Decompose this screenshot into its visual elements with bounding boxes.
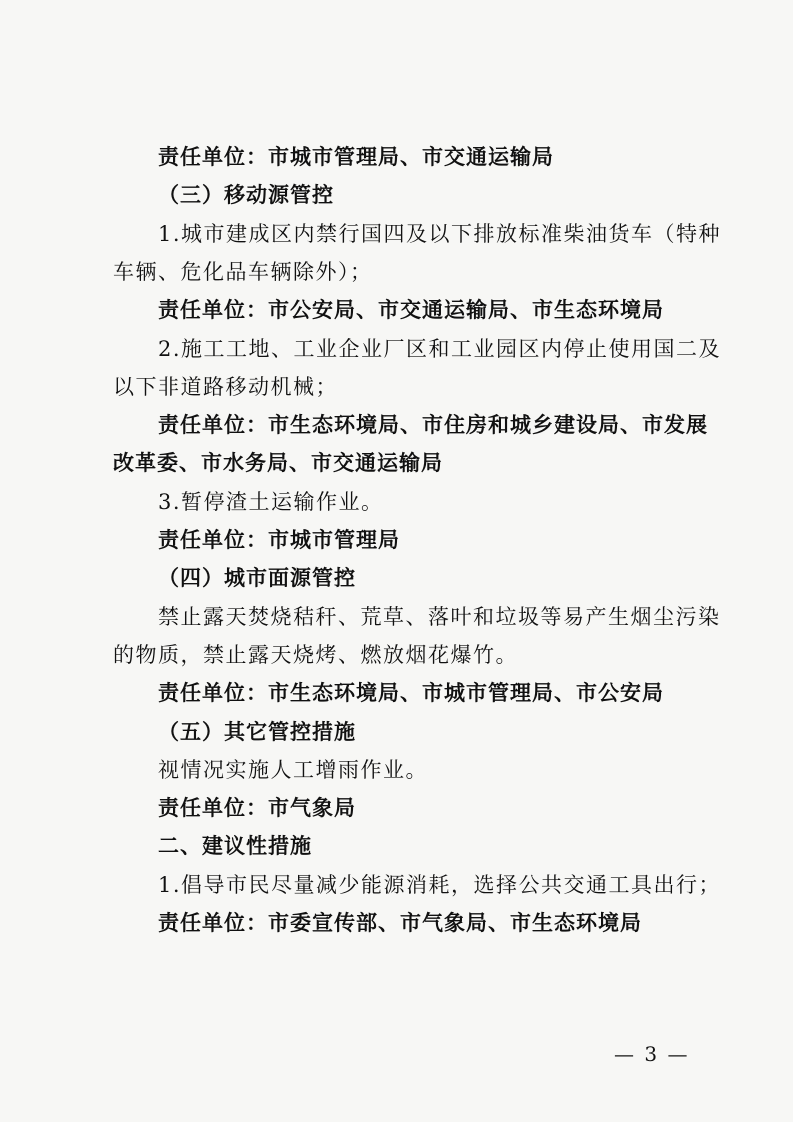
paragraph-line: 3.暂停渣土运输作业。 <box>158 490 384 514</box>
paragraph-line: 2.施工工地、工业企业厂区和工业园区内停止使用国二及 <box>158 337 722 361</box>
paragraph-line: 车辆、危化品车辆除外）； <box>113 260 373 284</box>
section-heading: 二、建议性措施 <box>158 834 312 858</box>
page-number: — 3 — <box>614 1042 690 1066</box>
paragraph-line: 以下非道路移动机械； <box>113 375 338 399</box>
paragraph-line: 禁止露天焚烧秸秆、荒草、落叶和垃圾等易产生烟尘污染 <box>158 605 721 629</box>
responsible-unit-line: 责任单位：市公安局、市交通运输局、市生态环境局 <box>158 298 664 322</box>
responsible-unit-line: 责任单位：市生态环境局、市住房和城乡建设局、市发展 <box>158 413 708 437</box>
section-heading: （四）城市面源管控 <box>158 566 356 590</box>
responsible-unit-line: 责任单位：市城市管理局、市交通运输局 <box>158 145 554 169</box>
section-heading: （三）移动源管控 <box>158 183 334 207</box>
paragraph-line: 1.城市建成区内禁行国四及以下排放标准柴油货车（特种 <box>158 222 722 246</box>
paragraph-line: 的物质，禁止露天烧烤、燃放烟花爆竹。 <box>113 643 518 667</box>
section-heading: （五）其它管控措施 <box>158 720 356 744</box>
paragraph-line: 视情况实施人工增雨作业。 <box>158 758 428 782</box>
responsible-unit-line: 责任单位：市生态环境局、市城市管理局、市公安局 <box>158 681 664 705</box>
responsible-unit-line: 责任单位：市气象局 <box>158 796 356 820</box>
responsible-unit-line: 责任单位：市委宣传部、市气象局、市生态环境局 <box>158 911 642 935</box>
responsible-unit-line: 责任单位：市城市管理局 <box>158 528 400 552</box>
paragraph-line: 1.倡导市民尽量减少能源消耗，选择公共交通工具出行； <box>158 873 722 897</box>
responsible-unit-line: 改革委、市水务局、市交通运输局 <box>113 451 443 475</box>
